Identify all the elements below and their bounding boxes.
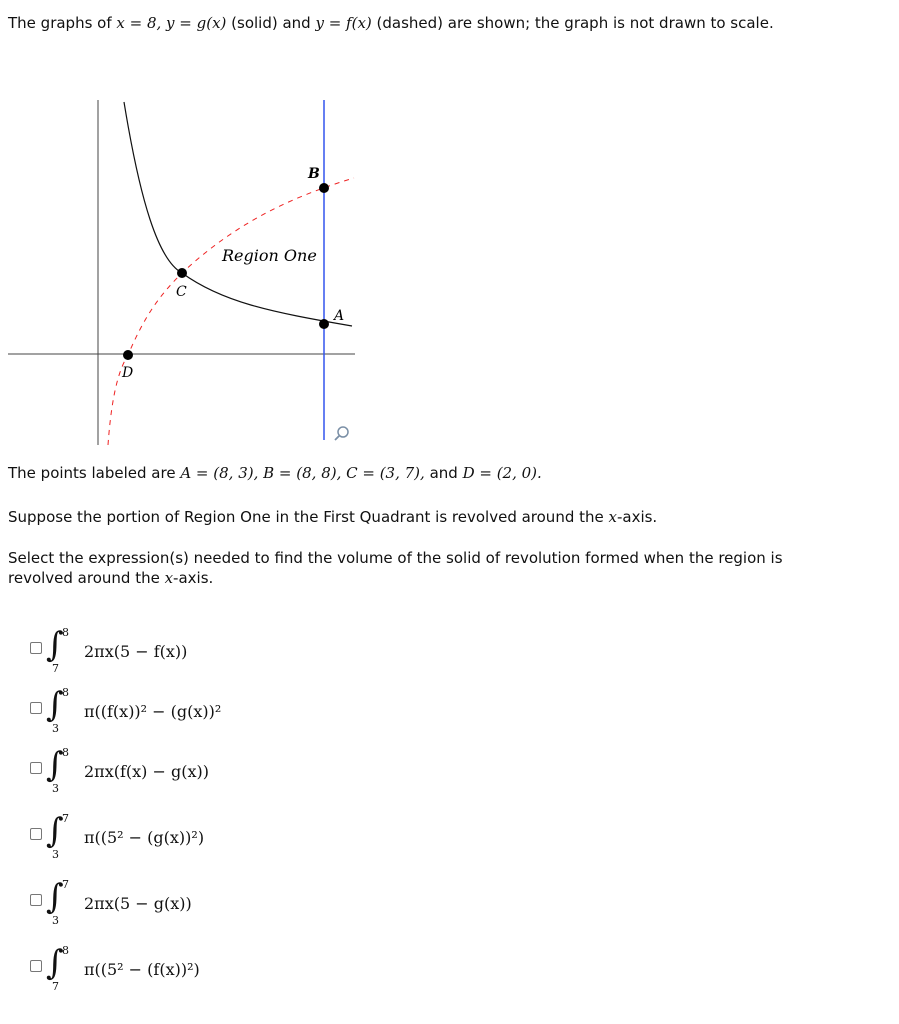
option-expression: 2πx(5 − g(x)) (84, 894, 192, 913)
question-part: -axis. (173, 569, 214, 587)
upper-limit: 8 (62, 686, 69, 699)
point-A (319, 319, 329, 329)
option-checkbox[interactable] (30, 828, 42, 840)
upper-limit: 8 (62, 626, 69, 639)
points-part: The points labeled are (8, 464, 181, 482)
points-math: D = (2, 0). (462, 464, 542, 482)
label-B: B (308, 166, 320, 182)
option-5[interactable] (30, 878, 530, 934)
intro-text (8, 14, 774, 32)
integral-icon: ∫ (46, 685, 64, 725)
lower-limit: 3 (52, 848, 59, 861)
lower-limit: 7 (52, 662, 59, 675)
suppose-part: Suppose the portion of Region One in the First Quadrant is revolved around the (8, 508, 609, 526)
integral-icon: ∫ (46, 943, 64, 983)
integral-icon: ∫ (46, 745, 64, 785)
region-graph (0, 90, 420, 460)
integral-icon: ∫ (46, 877, 64, 917)
label-C: C (176, 284, 187, 300)
question-math: x (164, 569, 174, 587)
option-checkbox[interactable] (30, 894, 42, 906)
point-C (177, 268, 187, 278)
option-checkbox[interactable] (30, 642, 42, 654)
integral-icon: ∫ (46, 625, 64, 665)
upper-limit: 7 (62, 812, 69, 825)
lower-limit: 3 (52, 914, 59, 927)
question-text (8, 548, 868, 588)
label-A: A (334, 308, 345, 324)
magnifier-icon[interactable] (335, 427, 348, 440)
intro-math: y = f(x) (315, 14, 372, 32)
solid-curve-g (124, 102, 352, 326)
suppose-math: x (608, 508, 617, 526)
intro-part: (solid) and (226, 14, 316, 32)
point-D (123, 350, 133, 360)
option-expression: π((5² − (g(x))²) (84, 828, 205, 847)
integral-icon: ∫ (46, 811, 64, 851)
option-6[interactable] (30, 944, 530, 1000)
lower-limit: 3 (52, 782, 59, 795)
points-part: and (424, 464, 463, 482)
option-1[interactable] (30, 626, 530, 682)
option-checkbox[interactable] (30, 960, 42, 972)
lower-limit: 3 (52, 722, 59, 735)
upper-limit: 8 (62, 944, 69, 957)
intro-part: (dashed) are shown; the graph is not drawn to scale. (371, 14, 774, 32)
option-4[interactable] (30, 812, 530, 868)
option-checkbox[interactable] (30, 702, 42, 714)
option-3[interactable] (30, 746, 530, 802)
lower-limit: 7 (52, 980, 59, 993)
option-expression: π((f(x))² − (g(x))² (84, 702, 222, 721)
points-text (8, 464, 542, 482)
point-B (319, 183, 329, 193)
question-line: Select the expression(s) needed to find the volume of the solid of revolution formed when the region is (8, 549, 783, 567)
points-math: A = (8, 3), B = (8, 8), C = (3, 7), (180, 464, 425, 482)
question-part: revolved around the (8, 569, 165, 587)
upper-limit: 8 (62, 746, 69, 759)
option-2[interactable] (30, 686, 530, 742)
intro-math: x = 8, y = g(x) (116, 14, 227, 32)
intro-part: The graphs of (8, 14, 117, 32)
dashed-curve-f (108, 178, 354, 445)
suppose-text (8, 508, 657, 526)
option-expression: π((5² − (f(x))²) (84, 960, 200, 979)
suppose-part: -axis. (616, 508, 658, 526)
label-D: D (122, 365, 134, 381)
option-expression: 2πx(5 − f(x)) (84, 642, 188, 661)
upper-limit: 7 (62, 878, 69, 891)
option-expression: 2πx(f(x) − g(x)) (84, 762, 209, 781)
option-checkbox[interactable] (30, 762, 42, 774)
region-one-label: Region One (222, 246, 317, 265)
